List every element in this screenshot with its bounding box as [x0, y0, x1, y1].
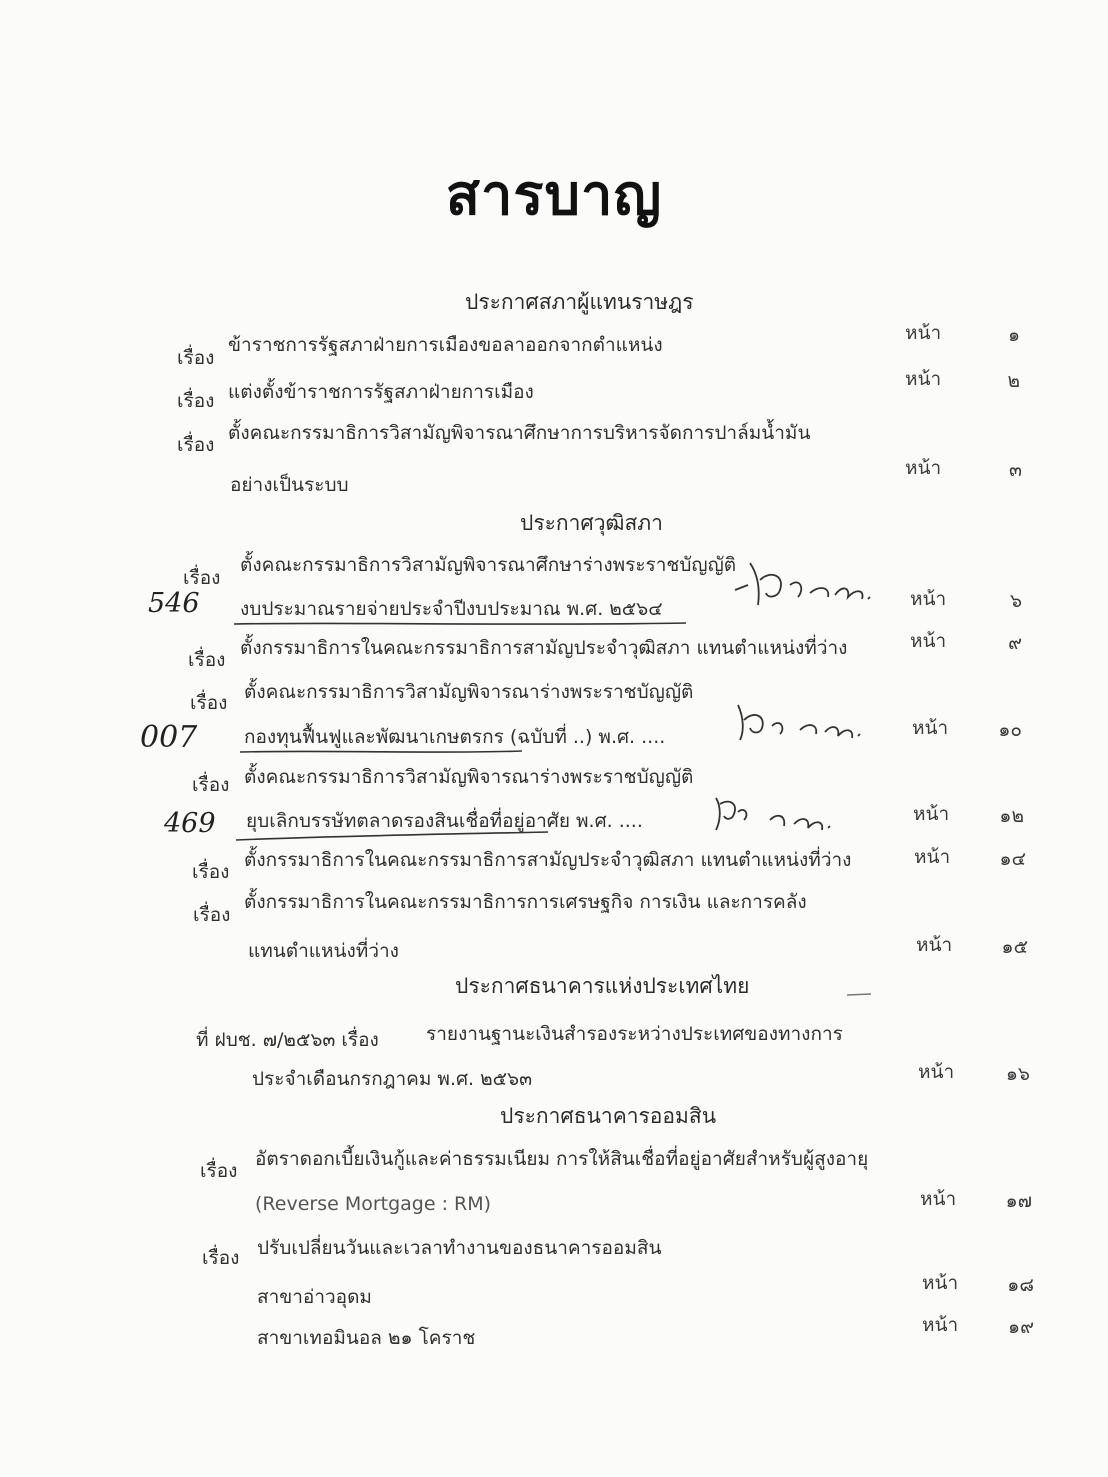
- handwritten-note: 546: [148, 588, 200, 619]
- page-number: ๑: [1007, 324, 1020, 346]
- entry-text: แทนตำแหน่งที่ว่าง: [248, 940, 399, 962]
- entry-text: ตั้งคณะกรรมาธิการวิสามัญพิจารณาศึกษาร่างพระราชบัญญัติ: [240, 554, 737, 576]
- page-number: ๒: [1007, 370, 1020, 392]
- entry-prefix: เรื่อง: [183, 567, 221, 589]
- underline-decoration: [236, 746, 526, 758]
- page-label: หน้า: [916, 934, 953, 956]
- page-number: ๖: [1009, 590, 1022, 612]
- entry-text: อัตราดอกเบี้ยเงินกู้และค่าธรรมเนียม การให้สินเชื่อที่อยู่อาศัยสำหรับผู้สูงอายุ: [255, 1148, 869, 1170]
- entry-prefix: เรื่อง: [190, 692, 228, 714]
- signature-icon: [730, 555, 890, 615]
- entry-prefix: ที่ ฝบช. ๗/๒๕๖๓ เรื่อง: [196, 1029, 379, 1051]
- page-number: ๓: [1009, 459, 1022, 481]
- entry-text: กองทุนฟื้นฟูและพัฒนาเกษตรกร (ฉบับที่ ..) พ.ศ. ....: [244, 726, 666, 748]
- entry-prefix: เรื่อง: [177, 434, 215, 456]
- section-heading: ประกาศวุฒิสภา: [520, 511, 663, 535]
- page-number: ๑๒: [999, 805, 1024, 827]
- entry-text: รายงานฐานะเงินสำรองระหว่างประเทศของทางการ: [426, 1023, 843, 1045]
- page-number: ๑๗: [1005, 1190, 1032, 1212]
- page-label: หน้า: [922, 1272, 959, 1294]
- entry-prefix: เรื่อง: [177, 390, 215, 412]
- page-label: หน้า: [905, 368, 942, 390]
- page-number: ๑๔: [999, 848, 1026, 870]
- entry-text: ตั้งคณะกรรมาธิการวิสามัญพิจารณาร่างพระราชบัญญัติ: [244, 766, 694, 788]
- entry-text: ยุบเลิกบรรษัทตลาดรองสินเชื่อที่อยู่อาศัย พ.ศ. ....: [246, 810, 643, 832]
- page-label: หน้า: [920, 1188, 957, 1210]
- entry-text: ปรับเปลี่ยนวันและเวลาทำงานของธนาคารออมสิน: [257, 1237, 662, 1259]
- signature-icon: [710, 790, 850, 835]
- entry-text: ประจำเดือนกรกฎาคม พ.ศ. ๒๕๖๓: [252, 1068, 533, 1090]
- page-number: ๑๙: [1008, 1316, 1034, 1338]
- entry-prefix: เรื่อง: [193, 904, 231, 926]
- page-title: สารบาญ: [445, 163, 663, 228]
- entry-prefix: เรื่อง: [192, 861, 230, 883]
- entry-prefix: เรื่อง: [177, 347, 215, 369]
- page-label: หน้า: [918, 1061, 955, 1083]
- entry-text: ข้าราชการรัฐสภาฝ่ายการเมืองขอลาออกจากตำแหน่ง: [228, 334, 663, 356]
- handwritten-note: 007: [140, 720, 198, 755]
- entry-text: สาขาอ่าวอุดม: [257, 1286, 372, 1308]
- entry-text: อย่างเป็นระบบ: [230, 474, 349, 496]
- underline-decoration: [232, 826, 552, 846]
- stray-mark: [845, 990, 875, 1000]
- entry-prefix: เรื่อง: [200, 1160, 238, 1182]
- underline-decoration: [230, 618, 690, 630]
- page-label: หน้า: [922, 1314, 959, 1336]
- page-number: ๑๐: [998, 719, 1022, 741]
- entry-prefix: เรื่อง: [202, 1247, 240, 1269]
- page-label: หน้า: [914, 846, 951, 868]
- section-heading: ประกาศสภาผู้แทนราษฎร: [465, 290, 694, 314]
- section-heading: ประกาศธนาคารแห่งประเทศไทย: [455, 974, 750, 998]
- page-number: ๑๖: [1005, 1063, 1030, 1085]
- entry-text: (Reverse Mortgage : RM): [255, 1193, 492, 1215]
- page-label: หน้า: [912, 717, 949, 739]
- page-number: ๙: [1008, 632, 1022, 654]
- entry-text: ตั้งกรรมาธิการในคณะกรรมาธิการการเศรษฐกิจ การเงิน และการคลัง: [244, 891, 807, 913]
- page-label: หน้า: [905, 457, 942, 479]
- handwritten-note: 469: [164, 808, 216, 839]
- entry-prefix: เรื่อง: [192, 774, 230, 796]
- signature-icon: [730, 700, 870, 745]
- page-label: หน้า: [910, 588, 947, 610]
- page-label: หน้า: [910, 630, 947, 652]
- entry-text: แต่งตั้งข้าราชการรัฐสภาฝ่ายการเมือง: [228, 381, 534, 403]
- entry-text: ตั้งคณะกรรมาธิการวิสามัญพิจารณาศึกษาการบริหารจัดการปาล์มน้ำมัน: [228, 422, 811, 444]
- entry-text: ตั้งกรรมาธิการในคณะกรรมาธิการสามัญประจำวุฒิสภา แทนตำแหน่งที่ว่าง: [244, 849, 852, 871]
- entry-text: สาขาเทอมินอล ๒๑ โคราช: [257, 1327, 476, 1349]
- section-heading: ประกาศธนาคารออมสิน: [500, 1104, 717, 1128]
- page-number: ๑๘: [1007, 1274, 1034, 1296]
- entry-text: งบประมาณรายจ่ายประจำปีงบประมาณ พ.ศ. ๒๕๖๔: [240, 598, 663, 620]
- entry-text: ตั้งกรรมาธิการในคณะกรรมาธิการสามัญประจำวุฒิสภา แทนตำแหน่งที่ว่าง: [240, 637, 848, 659]
- page-label: หน้า: [905, 322, 942, 344]
- page-label: หน้า: [913, 803, 950, 825]
- entry-text: ตั้งคณะกรรมาธิการวิสามัญพิจารณาร่างพระราชบัญญัติ: [244, 681, 694, 703]
- page-number: ๑๕: [1001, 936, 1028, 958]
- entry-prefix: เรื่อง: [188, 649, 226, 671]
